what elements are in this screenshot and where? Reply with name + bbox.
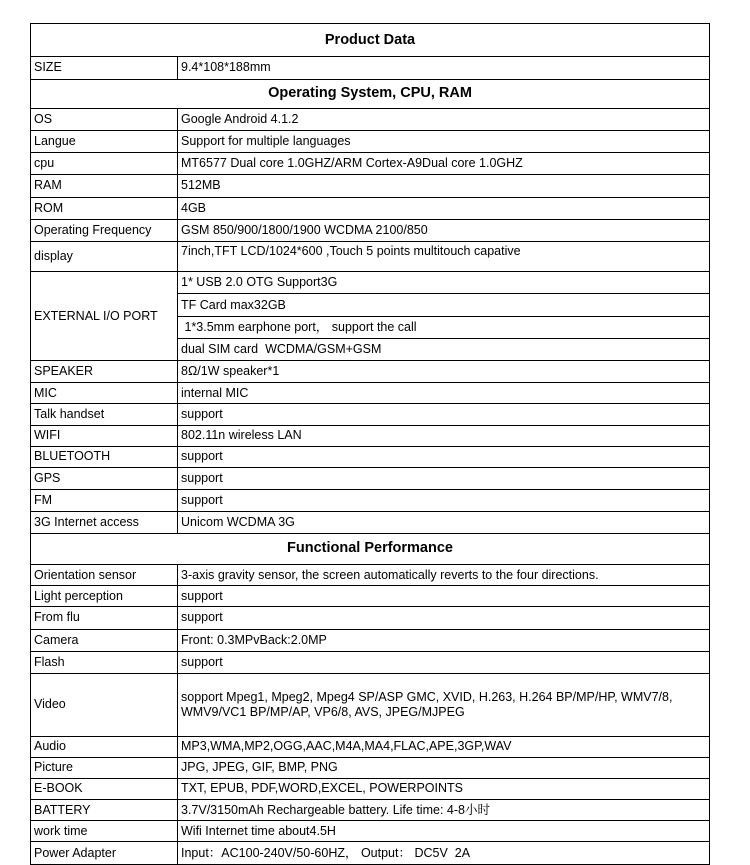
spec-value: GSM 850/900/1800/1900 WCDMA 2100/850 [178,219,710,241]
spec-value: 9.4*108*188mm [178,57,710,79]
spec-value: support [178,586,710,607]
spec-value: dual SIM card WCDMA/GSM+GSM [178,338,710,360]
section-header-row [31,79,710,108]
spec-label: Light perception [31,586,178,607]
spec-label: SIZE [31,57,178,79]
spec-label: work time [31,821,178,842]
table-row [31,564,710,585]
spec-label: 3G Internet access [31,512,178,533]
spec-label: SPEAKER [31,361,178,383]
spec-value: Input：AC100-240V/50-60HZ， Output： DC5V 2A [178,842,710,865]
spec-value: Unicom WCDMA 3G [178,512,710,533]
spec-value: 802.11n wireless LAN [178,425,710,446]
spec-label: RAM [31,175,178,197]
section-title-functional-performance: Functional Performance [31,533,710,564]
spec-label: display [31,242,178,272]
spec-label: Flash [31,651,178,673]
table-row [31,219,710,241]
spec-value: support [178,446,710,467]
spec-label: WIFI [31,425,178,446]
table-row [31,425,710,446]
table-row [31,361,710,383]
spec-label: E-BOOK [31,778,178,799]
section-title-os-cpu-ram: Operating System, CPU, RAM [31,79,710,108]
spec-value: TF Card max32GB [178,294,710,316]
spec-label: Picture [31,757,178,778]
spec-value: Support for multiple languages [178,130,710,152]
spec-value: 512MB [178,175,710,197]
spec-value: JPG, JPEG, GIF, BMP, PNG [178,757,710,778]
table-row [31,842,710,865]
spec-value: support [178,490,710,512]
table-row [31,821,710,842]
spec-label: cpu [31,153,178,175]
spec-label: BLUETOOTH [31,446,178,467]
table-row [31,272,710,294]
spec-value: TXT, EPUB, PDF,WORD,EXCEL, POWERPOINTS [178,778,710,799]
spec-value: 1*3.5mm earphone port， support the call [178,316,710,338]
spec-value: 3-axis gravity sensor, the screen automatically reverts to the four directions. [178,564,710,585]
spec-value: support [178,404,710,425]
spec-value: sopport Mpeg1, Mpeg2, Mpeg4 SP/ASP GMC, XVID, H.263, H.264 BP/MP/HP, WMV7/8, WMV9/VC1 BP/MP/AP, VP6/8, AVS, JPEG/MJPEG [178,673,710,736]
spec-value: support [178,607,710,629]
table-row [31,383,710,404]
spec-label: From flu [31,607,178,629]
spec-label: BATTERY [31,800,178,821]
table-row [31,197,710,219]
spec-value: 1* USB 2.0 OTG Support3G [178,272,710,294]
spec-value: 7inch,TFT LCD/1024*600 ,Touch 5 points multitouch capative [178,242,710,272]
section-title-product-data: Product Data [31,24,710,57]
spec-label: Camera [31,629,178,651]
spec-label: FM [31,490,178,512]
table-row [31,800,710,821]
spec-label: Orientation sensor [31,564,178,585]
table-row [31,468,710,490]
table-row [31,446,710,467]
table-row [31,736,710,757]
table-row [31,153,710,175]
table-row [31,57,710,79]
table-row [31,175,710,197]
spec-value: 8Ω/1W speaker*1 [178,361,710,383]
spec-value: internal MIC [178,383,710,404]
spec-label: Video [31,673,178,736]
spec-label: MIC [31,383,178,404]
spec-label: Audio [31,736,178,757]
spec-value: Google Android 4.1.2 [178,108,710,130]
table-row [31,130,710,152]
table-row [31,490,710,512]
spec-label: Operating Frequency [31,219,178,241]
table-row [31,778,710,799]
section-header-row [31,24,710,57]
spec-value: support [178,468,710,490]
spec-label: Power Adapter [31,842,178,865]
table-row [31,629,710,651]
spec-value: Wifi Internet time about4.5H [178,821,710,842]
table-row [31,404,710,425]
table-row [31,673,710,736]
table-row [31,651,710,673]
spec-value: 3.7V/3150mAh Rechargeable battery. Life time: 4-8小时 [178,800,710,821]
spec-value: MP3,WMA,MP2,OGG,AAC,M4A,MA4,FLAC,APE,3GP,WAV [178,736,710,757]
spec-label: OS [31,108,178,130]
spec-label: Talk handset [31,404,178,425]
spec-value: MT6577 Dual core 1.0GHZ/ARM Cortex-A9Dual core 1.0GHZ [178,153,710,175]
spec-label: GPS [31,468,178,490]
section-header-row [31,533,710,564]
spec-label: ROM [31,197,178,219]
spec-value: support [178,651,710,673]
spec-label: Langue [31,130,178,152]
spec-value: Front: 0.3MPvBack:2.0MP [178,629,710,651]
table-row [31,512,710,533]
table-row [31,757,710,778]
spec-label: EXTERNAL I/O PORT [31,272,178,361]
spec-value: 4GB [178,197,710,219]
table-row [31,607,710,629]
table-row [31,242,710,272]
table-row [31,586,710,607]
table-row [31,108,710,130]
product-spec-table [30,23,710,865]
